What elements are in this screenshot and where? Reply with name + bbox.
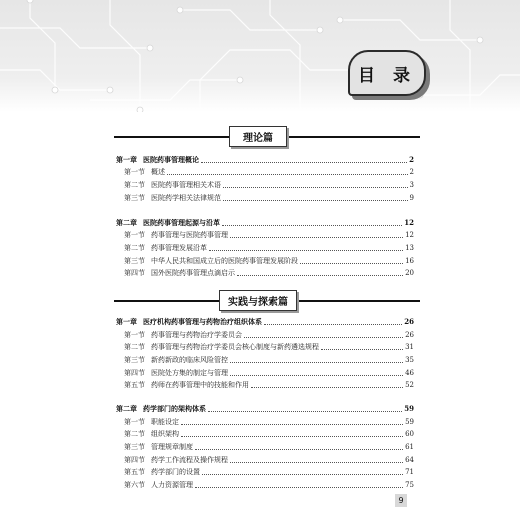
chapter-title: 医疗机构药事管理与药物治疗组织体系 bbox=[143, 317, 262, 326]
page-ref: 52 bbox=[405, 381, 414, 389]
page-ref: 35 bbox=[405, 356, 414, 364]
page-ref: 20 bbox=[405, 269, 414, 277]
toc-section-row[interactable] bbox=[116, 454, 414, 466]
dot-leader bbox=[195, 449, 403, 450]
header-band bbox=[0, 0, 520, 112]
page-ref: 59 bbox=[405, 418, 414, 426]
page-ref: 3 bbox=[409, 181, 414, 189]
chapter-title: 医院药事管理起源与沿革 bbox=[143, 218, 220, 227]
chapter-title: 药学部门的架构体系 bbox=[143, 404, 206, 413]
toc-section-row[interactable] bbox=[116, 166, 414, 178]
section-number: 第二节 bbox=[124, 244, 145, 252]
toc-section-row[interactable] bbox=[116, 267, 414, 279]
circuit-pattern bbox=[0, 0, 520, 112]
section-title: 中华人民共和国成立后的医院药事管理发展阶段 bbox=[151, 257, 298, 265]
page-ref: 13 bbox=[405, 244, 414, 252]
dot-leader bbox=[181, 436, 403, 437]
page-ref: 2 bbox=[409, 155, 414, 164]
chapter-number: 第一章 bbox=[116, 155, 137, 164]
dot-leader bbox=[202, 474, 403, 475]
page-ref: 12 bbox=[404, 218, 414, 227]
toc-section-row[interactable] bbox=[116, 179, 414, 191]
toc-chapter-row[interactable] bbox=[116, 316, 414, 328]
page-ref: 26 bbox=[404, 317, 414, 326]
section-number: 第五节 bbox=[124, 468, 145, 476]
toc-section-row[interactable] bbox=[116, 441, 414, 453]
section-title: 医院药事管理相关术语 bbox=[151, 181, 221, 189]
part-label: 理论篇 bbox=[229, 126, 287, 147]
dot-leader bbox=[223, 187, 408, 188]
dot-leader bbox=[230, 375, 403, 376]
section-number: 第三节 bbox=[124, 194, 145, 202]
toc-section-row[interactable] bbox=[116, 354, 414, 366]
section-number: 第一节 bbox=[124, 418, 145, 426]
toc-section-row[interactable] bbox=[116, 416, 414, 428]
section-title: 药事管理与药物治疗学委员会 bbox=[151, 331, 242, 339]
page-ref: 26 bbox=[405, 331, 414, 339]
page-ref: 31 bbox=[405, 343, 414, 351]
dot-leader bbox=[244, 337, 403, 338]
section-title: 管理规章制度 bbox=[151, 443, 193, 451]
dot-leader bbox=[230, 462, 403, 463]
part-header-practice bbox=[114, 295, 420, 307]
chapter-number: 第二章 bbox=[116, 218, 137, 227]
toc-section-row[interactable] bbox=[116, 192, 414, 204]
dot-leader bbox=[222, 225, 402, 226]
toc-section-row[interactable] bbox=[116, 428, 414, 440]
toc-section-row[interactable] bbox=[116, 341, 414, 353]
toc-section-row[interactable] bbox=[116, 242, 414, 254]
dot-leader bbox=[264, 324, 402, 325]
dot-leader bbox=[321, 349, 403, 350]
dot-leader bbox=[195, 487, 403, 488]
dot-leader bbox=[201, 162, 407, 163]
section-number: 第一节 bbox=[124, 331, 145, 339]
section-number: 第五节 bbox=[124, 381, 145, 389]
dot-leader bbox=[237, 275, 403, 276]
page-ref: 9 bbox=[409, 194, 414, 202]
page-ref: 46 bbox=[405, 369, 414, 377]
dot-leader bbox=[167, 174, 408, 175]
chapter-number: 第二章 bbox=[116, 404, 137, 413]
toc-section-row[interactable] bbox=[116, 479, 414, 491]
section-number: 第三节 bbox=[124, 443, 145, 451]
section-title: 医院药学相关法律规范 bbox=[151, 194, 221, 202]
toc-title-badge bbox=[348, 50, 426, 96]
page-ref: 59 bbox=[404, 404, 414, 413]
page-ref: 64 bbox=[405, 456, 414, 464]
dot-leader bbox=[208, 411, 402, 412]
toc-title: 目 录 bbox=[358, 65, 416, 86]
dot-leader bbox=[300, 263, 403, 264]
section-title: 国外医院药事管理点滴启示 bbox=[151, 269, 235, 277]
section-title: 医院处方集的制定与管理 bbox=[151, 369, 228, 377]
toc-section-row[interactable] bbox=[116, 466, 414, 478]
toc-section-row[interactable] bbox=[116, 379, 414, 391]
section-title: 药师在药事管理中的技能和作用 bbox=[151, 381, 249, 389]
part-header-theory bbox=[114, 131, 420, 143]
dot-leader bbox=[230, 362, 403, 363]
section-number: 第三节 bbox=[124, 257, 145, 265]
page-ref: 75 bbox=[405, 481, 414, 489]
section-number: 第二节 bbox=[124, 181, 145, 189]
dot-leader bbox=[209, 250, 403, 251]
dot-leader bbox=[223, 200, 408, 201]
section-title: 药事管理与医院药事管理 bbox=[151, 231, 228, 239]
toc-chapter-row[interactable] bbox=[116, 154, 414, 166]
page-ref: 2 bbox=[409, 168, 414, 176]
section-title: 药事管理发展沿革 bbox=[151, 244, 207, 252]
dot-leader bbox=[251, 387, 403, 388]
dot-leader bbox=[230, 237, 403, 238]
chapter-number: 第一章 bbox=[116, 317, 137, 326]
section-number: 第一节 bbox=[124, 231, 145, 239]
page-ref: 71 bbox=[405, 468, 414, 476]
page-ref: 60 bbox=[405, 430, 414, 438]
page-ref: 12 bbox=[405, 231, 414, 239]
chapter-title: 医院药事管理概论 bbox=[143, 155, 199, 164]
page-ref: 16 bbox=[405, 257, 414, 265]
section-title: 药学部门的设置 bbox=[151, 468, 200, 476]
section-number: 第六节 bbox=[124, 481, 145, 489]
toc-section-row[interactable] bbox=[116, 229, 414, 241]
section-title: 职能设定 bbox=[151, 418, 179, 426]
section-title: 概述 bbox=[151, 168, 165, 176]
section-title: 新药新政的临床风险管控 bbox=[151, 356, 228, 364]
toc-section-row[interactable] bbox=[116, 255, 414, 267]
section-number: 第四节 bbox=[124, 269, 145, 277]
section-number: 第四节 bbox=[124, 369, 145, 377]
dot-leader bbox=[181, 424, 403, 425]
toc-chapter-row[interactable] bbox=[116, 217, 414, 229]
page-number: 9 bbox=[395, 494, 407, 507]
toc-chapter-row[interactable] bbox=[116, 403, 414, 415]
section-number: 第三节 bbox=[124, 356, 145, 364]
section-number: 第二节 bbox=[124, 430, 145, 438]
section-number: 第一节 bbox=[124, 168, 145, 176]
page-ref: 61 bbox=[405, 443, 414, 451]
section-number: 第四节 bbox=[124, 456, 145, 464]
section-title: 药学工作流程及操作规程 bbox=[151, 456, 228, 464]
section-title: 人力资源管理 bbox=[151, 481, 193, 489]
toc-section-row[interactable] bbox=[116, 329, 414, 341]
section-title: 药事管理与药物治疗学委员会核心制度与新药遴选规程 bbox=[151, 343, 319, 351]
section-number: 第二节 bbox=[124, 343, 145, 351]
toc-section-row[interactable] bbox=[116, 367, 414, 379]
section-title: 组织架构 bbox=[151, 430, 179, 438]
part-label: 实践与探索篇 bbox=[219, 290, 297, 311]
